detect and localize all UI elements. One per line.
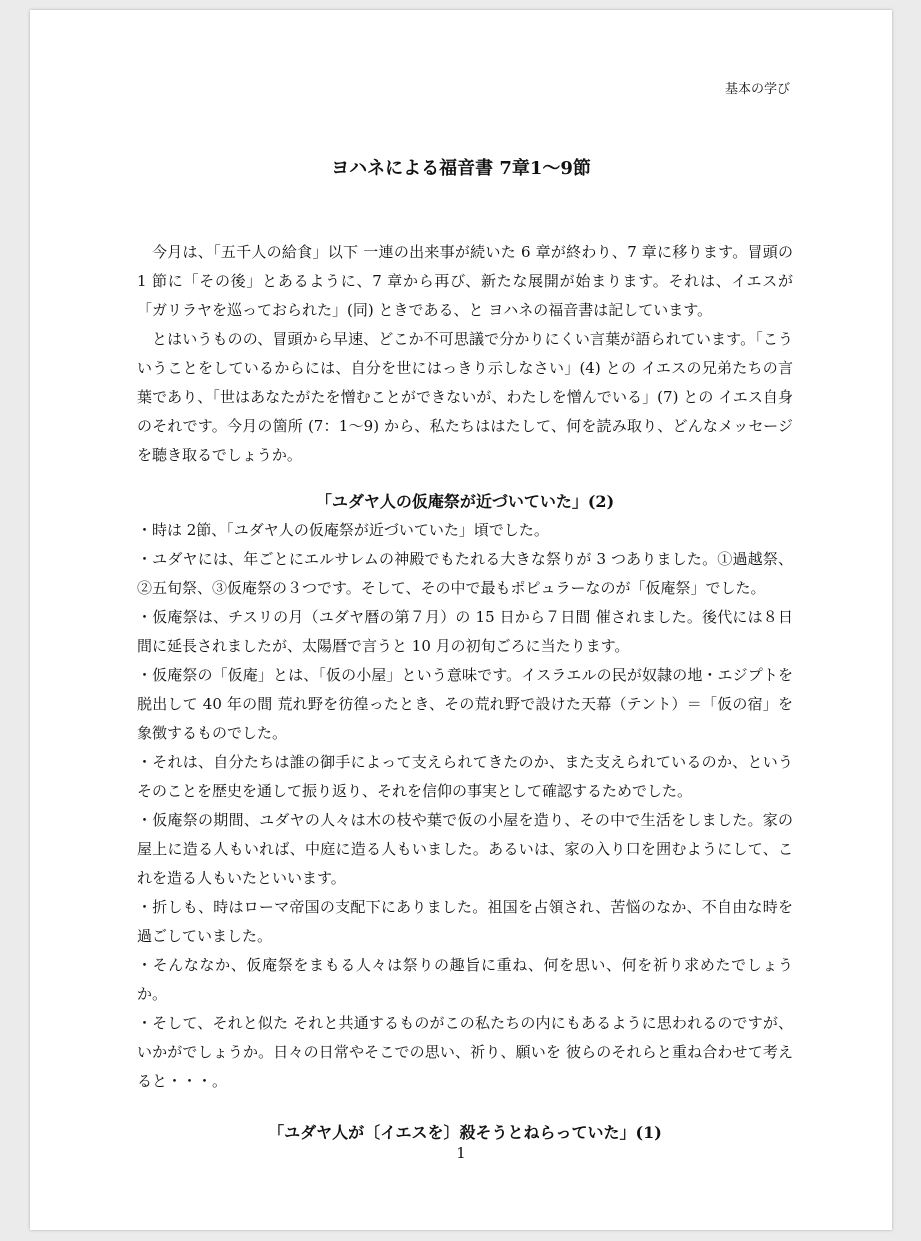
bullet-item: ・そして、それと似た それと共通するものがこの私たちの内にもあるように思われるのですが、いかがでしょうか。日々の日常やそこでの思い、祈り、願いを 彼らのそれらと重ね合わせて考えると・・・。 bbox=[137, 1014, 793, 1090]
bullet-item: ・折しも、時はローマ帝国の支配下にありました。祖国を占領され、苦悩のなか、不自由な時を過ごしていました。 bbox=[137, 898, 793, 945]
bullet-item: ・時は 2節、「ユダヤ人の仮庵祭が近づいていた」頃でした。 bbox=[137, 521, 549, 539]
intro-paragraph: 今月は、「五千人の給食」以下 一連の出来事が続いた 6 章が終わり、7 章に移ります。冒頭の 1 節に「その後」とあるように、7 章から再び、新たな展開が始まります。それは、イエスが「ガリラヤを巡っておられた」(同) ときである、と ヨハネの福音書は記しています。 bbox=[137, 243, 793, 319]
intro-section bbox=[137, 238, 793, 470]
document-body bbox=[137, 238, 793, 1147]
page-number: 1 bbox=[456, 1144, 466, 1162]
bullet-item: ・仮庵祭は、チスリの月（ユダヤ暦の第７月）の 15 日から７日間 催されました。後代には８日間に延長されましたが、太陽暦で言うと 10 月の初旬ごろに当たります。 bbox=[137, 608, 793, 655]
section-heading: 「ユダヤ人が〔イエスを〕殺そうとねらっていた」(1) bbox=[268, 1123, 662, 1142]
bullet-item: ・ユダヤには、年ごとにエルサレムの神殿でもたれる大きな祭りが 3 つありました。①過越祭、②五旬祭、③仮庵祭の３つです。そして、その中で最もポピュラーなのが「仮庵祭」でした。 bbox=[137, 550, 793, 597]
header-label: 基本の学び bbox=[724, 82, 790, 97]
bullet-item: ・そんななか、仮庵祭をまもる人々は祭りの趣旨に重ね、何を思い、何を祈り求めたでしょうか。 bbox=[137, 956, 793, 1003]
intro-paragraph: とはいうものの、冒頭から早速、どこか不可思議で分かりにくい言葉が語られています。「こういうことをしているからには、自分を世にはっきり示しなさい」(4) との イエスの兄弟たちの言葉であり、「世はあなたがたを憎むことができないが、わたしを憎んでいる」(7) との イエス自身のそれです。今月の箇所 (7：1〜9) から、私たちははたして、何を読み取り、どんなメッセージを聴き取るでしょうか。 bbox=[137, 330, 793, 464]
document-title: ヨハネによる福音書 7章1〜9節 bbox=[331, 158, 591, 179]
bullet-list bbox=[137, 516, 793, 1096]
bullet-item: ・それは、自分たちは誰の御手によって支えられてきたのか、また支えられているのか、という そのことを歴史を通して振り返り、それを信仰の事実として確認するためでした。 bbox=[137, 753, 793, 800]
section-heading: 「ユダヤ人の仮庵祭が近づいていた」(2) bbox=[315, 492, 615, 511]
bullet-item: ・仮庵祭の「仮庵」とは、「仮の小屋」という意味です。イスラエルの民が奴隷の地・エジプトを脱出して 40 年の間 荒れ野を彷徨ったとき、その荒れ野で設けた天幕（テント）＝「仮の宿」を象徴するものでした。 bbox=[137, 666, 793, 742]
bullet-item: ・仮庵祭の期間、ユダヤの人々は木の枝や葉で仮の小屋を造り、その中で生活をしました。家の屋上に造る人もいれば、中庭に造る人もいました。あるいは、家の入り口を囲むようにして、これを造る人もいたといいます。 bbox=[137, 811, 793, 887]
document-page bbox=[30, 10, 892, 1230]
